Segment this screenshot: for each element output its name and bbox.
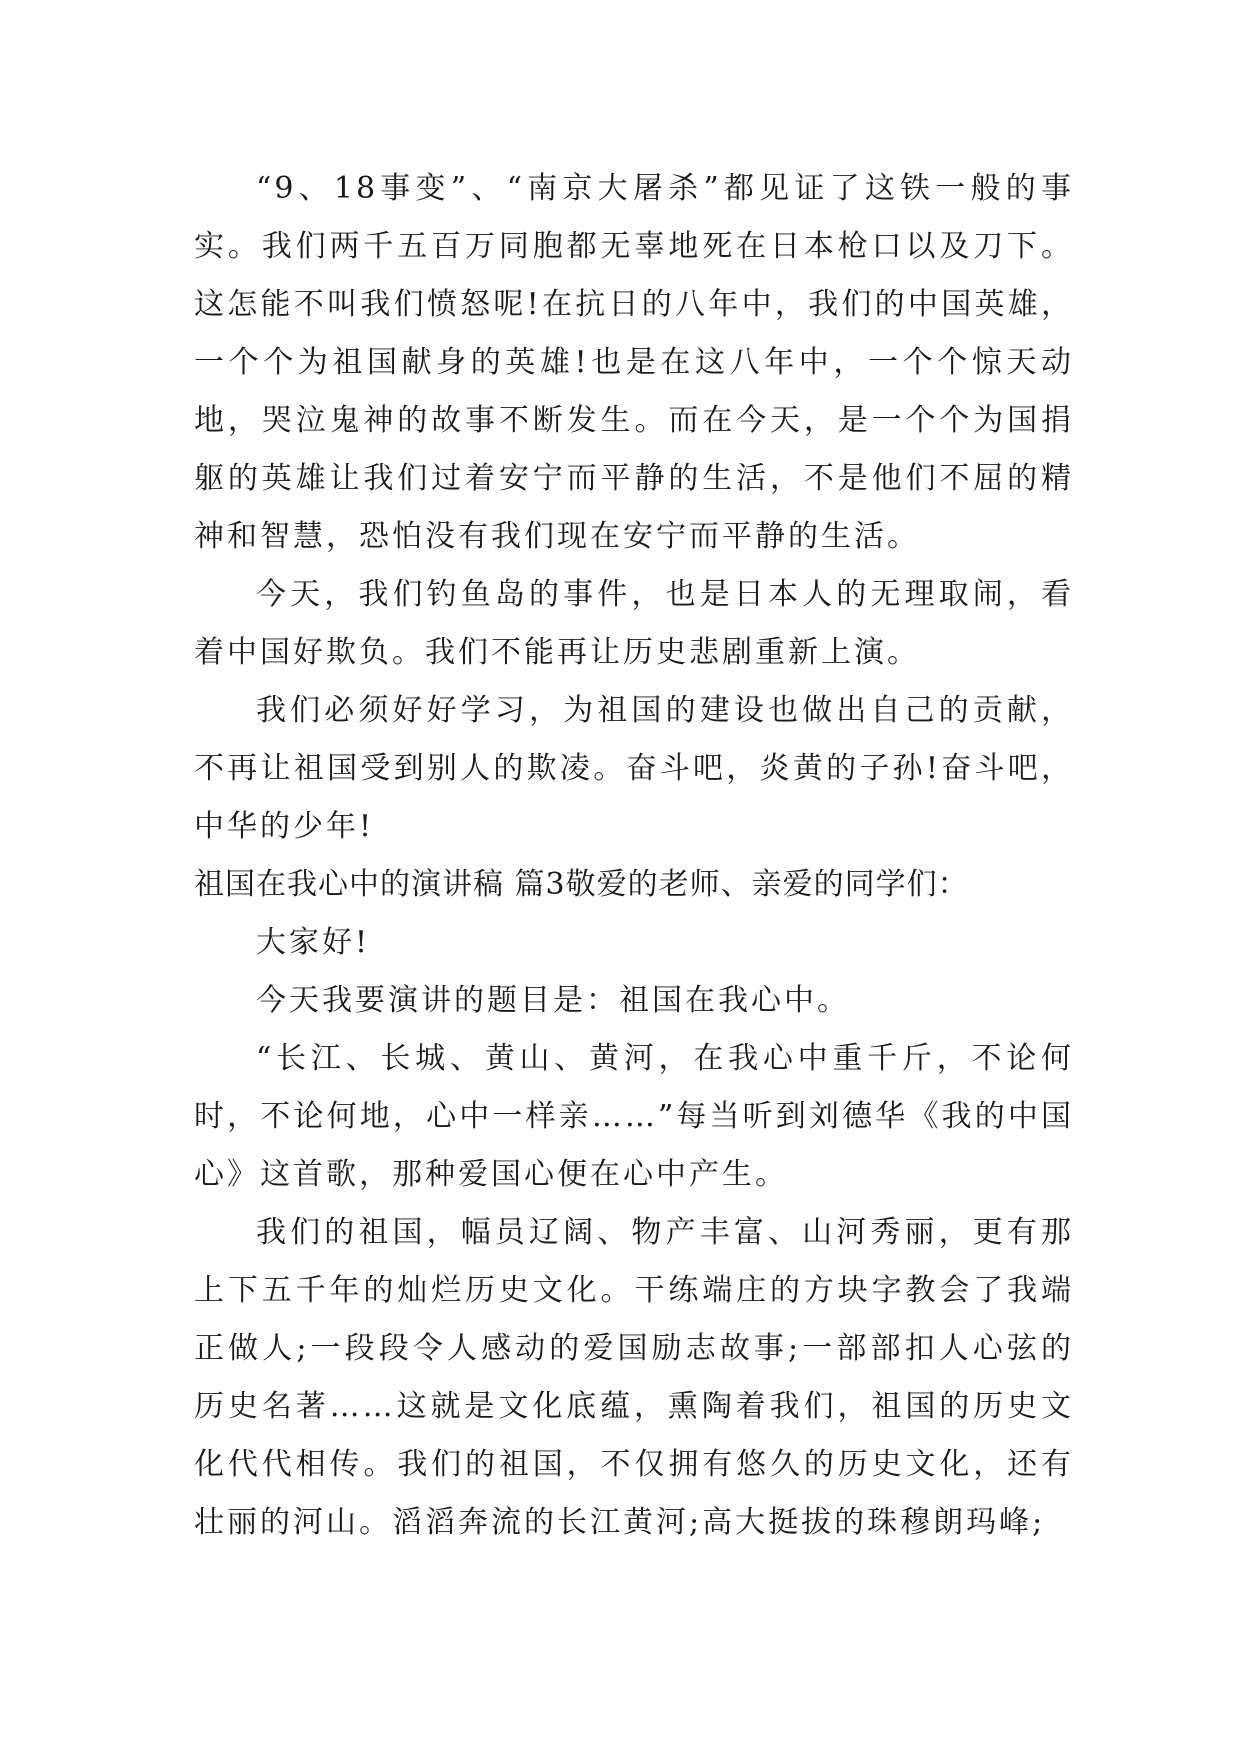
paragraph-study-hard: 我们必须好好学习，为祖国的建设也做出自己的贡献，不再让祖国受到别人的欺凌。奋斗吧，炎黄的子孙!奋斗吧，中华的少年! — [194, 693, 1074, 844]
paragraph-song-quote: “长江、长城、黄山、黄河，在我心中重千斤，不论何时，不论何地，心中一样亲……”每当听到刘德华《我的中国心》这首歌，那种爱国心便在心中产生。 — [194, 1041, 1074, 1192]
paragraph-greeting: 大家好! — [256, 925, 371, 960]
paragraph-speech-topic: 今天我要演讲的题目是：祖国在我心中。 — [256, 983, 850, 1018]
document-body — [194, 160, 1074, 1552]
paragraph-history-facts: “9、18事变”、“南京大屠杀”都见证了这铁一般的事实。我们两千五百万同胞都无辜地死在日本枪口以及刀下。这怎能不叫我们愤怒呢!在抗日的八年中，我们的中国英雄，一个个为祖国献身的英雄!也是在这八年中，一个个惊天动地，哭泣鬼神的故事不断发生。而在今天，是一个个为国捐躯的英雄让我们过着安宁而平静的生活，不是他们不屈的精神和智慧，恐怕没有我们现在安宁而平静的生活。 — [194, 171, 1074, 554]
paragraph-diaoyu-island: 今天，我们钓鱼岛的事件，也是日本人的无理取闹，看着中国好欺负。我们不能再让历史悲剧重新上演。 — [194, 577, 1074, 670]
paragraph-motherland-culture: 我们的祖国，幅员辽阔、物产丰富、山河秀丽，更有那上下五千年的灿烂历史文化。干练端庄的方块字教会了我端正做人;一段段令人感动的爱国励志故事;一部部扣人心弦的历史名著……这就是文化底蕴，熏陶着我们，祖国的历史文化代代相传。我们的祖国，不仅拥有悠久的历史文化，还有壮丽的河山。滔滔奔流的长江黄河;高大挺拔的珠穆朗玛峰; — [194, 1215, 1074, 1540]
section-heading: 祖国在我心中的演讲稿 篇3敬爱的老师、亲爱的同学们： — [194, 867, 969, 902]
